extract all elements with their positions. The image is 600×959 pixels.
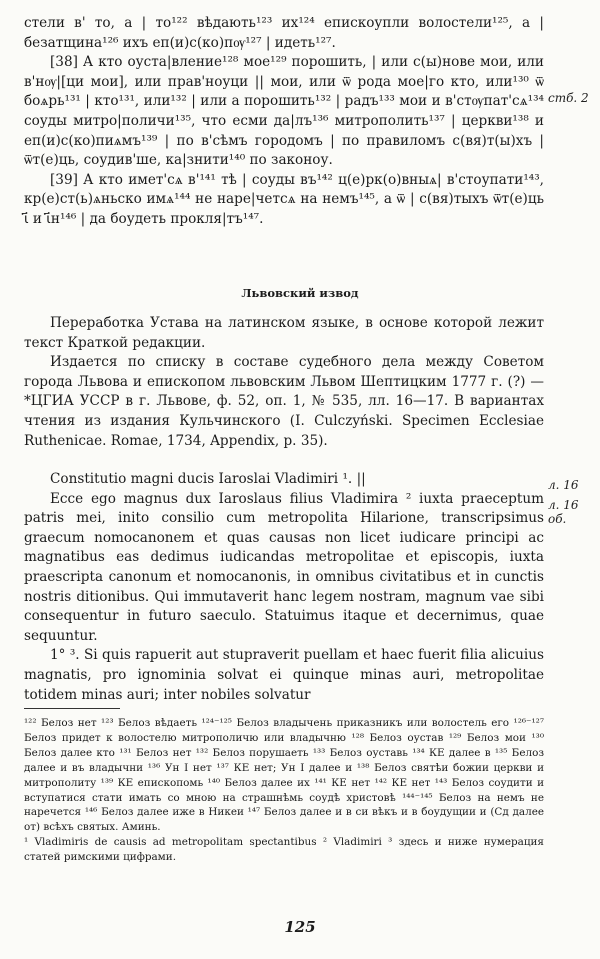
margin-note-leaf-16-verso: л. 16 об. xyxy=(548,498,579,526)
footnotes-variants: ¹²² Белоз нет ¹²³ Белоз вѣдаеть ¹²⁴⁻¹²⁵ Белоз владычень приказникъ или волостель его ¹²⁶⁻¹²⁷ Белоз придет к волостелю митрополичю или владычню ¹²⁸ Белоз оустав ¹²⁹ Белоз мои ¹³⁰ Белоз далее кто ¹³¹ Белоз нет ¹³² Белоз порушаеть ¹³³ Белоз оуставь ¹³⁴ КЕ далее в ¹³⁵ Белоз далее и въ владычни ¹³⁶ Ун I нет ¹³⁷ КЕ нет; Ун I далее и ¹³⁸ Белоз святѣи божии церкви и митрополиту ¹³⁹ КЕ епископомь ¹⁴⁰ Белоз далее их ¹⁴¹ КЕ нет ¹⁴² КЕ нет ¹⁴³ Белоз соудити и вступатися стати имать со мною на страшнѣмь соудѣ христовѣ ¹⁴⁴⁻¹⁴⁵ Белоз на немъ не наречется ¹⁴⁶ Белоз далее иже в Никеи ¹⁴⁷ Белоз далее и в си вѣкъ и в боудущии и (Сд далее от) всѣхъ святых. Аминь. xyxy=(24,717,544,834)
editorial-intro xyxy=(24,314,544,451)
latin-paragraph-2: 1° ³. Si quis rapuerit aut stupraverit puellam et haec fuerit filia alicuius magnatis, pro ignominia solvat ei quinque minas auri, metropolitae totidem minas auri; inter nobiles solvatur xyxy=(24,647,544,703)
margin-note-column-2: стб. 2 xyxy=(548,91,589,105)
footnotes-block xyxy=(24,716,544,865)
slavonic-paragraph-continuation: стели в' то, а | то¹²² вѣдають¹²³ их¹²⁴ епискоупли волостели¹²⁵, а | безатщина¹²⁶ ихъ еп(и)с(ко)пѹ¹²⁷ | идеть¹²⁷. xyxy=(24,15,544,51)
slavonic-text-block xyxy=(24,14,544,230)
footnote-rule xyxy=(24,708,120,709)
margin-note-leaf-16: л. 16 xyxy=(548,478,579,492)
page-number: 125 xyxy=(284,918,316,936)
intro-paragraph-2: Издается по списку в составе судебного дела между Советом города Львова и епископом львовским Львом Шептицким 1777 г. (?) — *ЦГИА УССР в г. Львове, ф. 52, оп. 1, № 535, лл. 16—17. В вариантах чтения из издания Кульчинского (I. Culczyński. Specimen Ecclesiae Ruthenicae. Romae, 1734, Appendix, p. 35). xyxy=(24,354,544,449)
latin-text-block xyxy=(24,470,544,705)
latin-paragraph-1: Ecce ego magnus dux Iaroslaus filius Vladimira ² iuxta praeceptum patris mei, inito consilio cum metropolita Hilarione, transcripsimus graecum nomocanonem et quas causas non licet iudicare principi ac magnatibus eas dedimus iudicandas metropolitae et episcopis, iuxta praescripta canonum et nomocanonis, in omnibus civitatibus et in cunctis nostris ditionibus. Qui immutaverit hanc legem nostram, magnum vae sibi consequentur in futuro saeculo. Statuimus itaque et decernimus, quae sequuntur. xyxy=(24,490,544,644)
section-heading: Львовский извод xyxy=(241,286,359,300)
intro-paragraph-1: Переработка Устава на латинском языке, в основе которой лежит текст Краткой редакции. xyxy=(24,315,544,351)
footnotes-latin: ¹ Vladimiris de causis ad metropolitam spectantibus ² Vladimiri ³ здесь и ниже нумерация статей римскими цифрами. xyxy=(24,836,544,864)
slavonic-article-39: [39] А кто имет'сѧ в'¹⁴¹ тѣ | соуды въ¹⁴² ц(е)рк(о)вныѧ| в'стоупати¹⁴³, кр(е)ст(ь)ѧньско имѧ¹⁴⁴ не наре|четсѧ на немъ¹⁴⁵, а ѿ | с(вя)тыхъ ѿт(е)ць ꙇ҃ и ꙇ҃н¹⁴⁶ | да боудеть прокля|тъ¹⁴⁷. xyxy=(24,171,544,227)
latin-title: Constitutio magni ducis Iaroslai Vladimiri ¹. || xyxy=(50,471,366,487)
slavonic-article-38: [38] А кто оуста|вление¹²⁸ мое¹²⁹ порошить, | или с(ы)нове мои, или в'нѹ|[ци мои], или прав'ноуци || мои, или ѿ рода мое|го кто, или¹³⁰ ѿ боѧрь¹³¹ | кто¹³¹, или¹³² | или а порошить¹³² | радъ¹³³ мои и в'стѹпат'сѧ¹³⁴ соуды митро|поличи¹³⁵, что есми да|лъ¹³⁶ митрополить¹³⁷ | церкви¹³⁸ и еп(и)с(ко)пиѧмъ¹³⁹ | по в'сѣмъ городомъ | по правиломъ с(вя)т(ы)хъ | ѿт(е)ць, соудив'ше, ка|знити¹⁴⁰ по законоу. xyxy=(24,54,544,169)
